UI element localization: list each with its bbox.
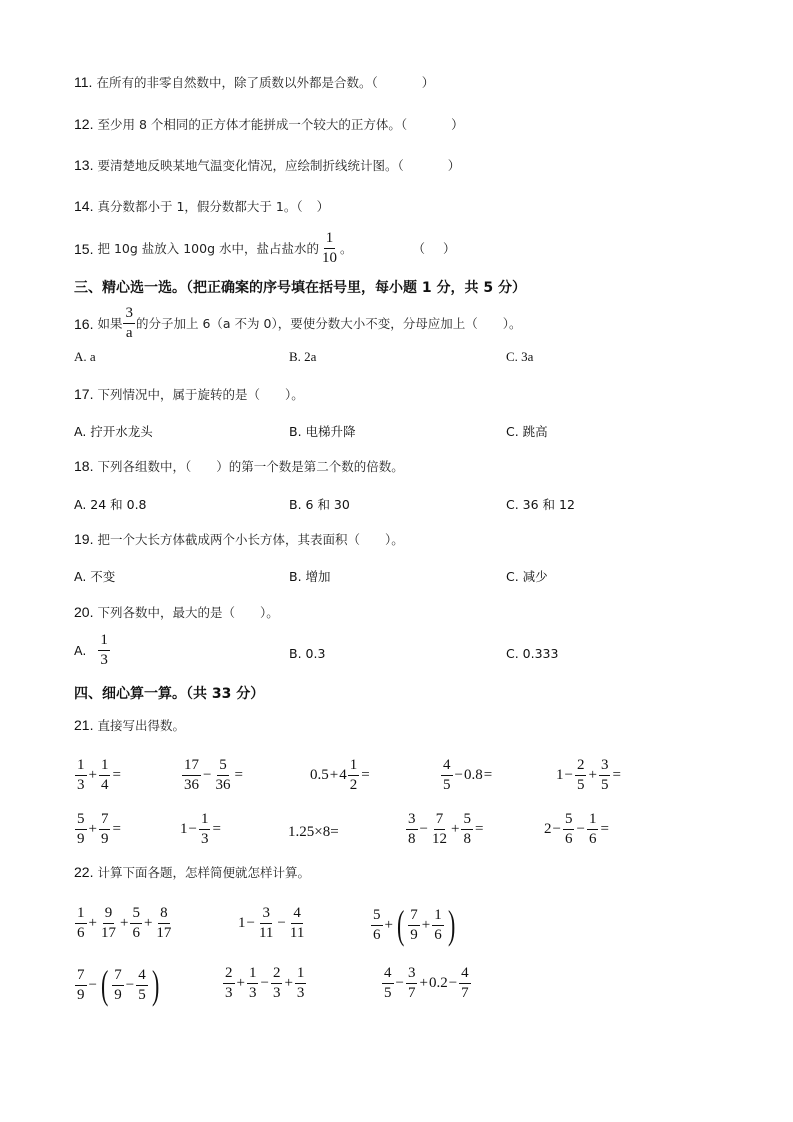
expression-2-minus-5-6-minus-1-6: 2 − $\frac{5}{6}$ − $\frac{1}{6}$ = <box>544 811 609 847</box>
option-c: C. 3a <box>506 349 534 364</box>
expression-1-minus-2-5-plus-3-5: 1 − $\frac{2}{5}$ + $\frac{3}{5}$ = <box>556 757 621 793</box>
expression-4-5-minus-0-8: $\frac{4}{5}$ − 0.8 = <box>443 757 493 793</box>
question-14 <box>74 198 329 216</box>
section-heading-4: 四、细心算一算。（共 33 分） <box>74 686 265 702</box>
answer-paren-close: ） <box>447 158 461 173</box>
question-number: 13. <box>74 157 94 173</box>
option-c: C. 跳高 <box>506 424 548 439</box>
question-text: 至少用 8 个相同的正方体才能拼成一个较大的正方体。（ <box>97 117 408 132</box>
question-13 <box>74 157 460 175</box>
option-c: C. 减少 <box>506 569 548 584</box>
fraction: $\frac{3}{a}$ <box>125 305 133 341</box>
fraction: $\frac{1}{3}$ <box>100 632 108 668</box>
option-b: B. 0.3 <box>289 646 326 661</box>
question-16: 16. 如果 $\frac{3}{a}$ 的分子加上 6（a 不为 0），要使分数大小不变，分母应加上（ ）。 <box>74 305 522 341</box>
answer-paren-close: ） <box>443 240 456 256</box>
option-a: A. 24 和 0.8 <box>74 497 147 512</box>
expression-22-2: 1 − $\frac{3}{11}$ − $\frac{4}{11}$ <box>238 905 305 941</box>
answer-paren-open: （ <box>412 240 426 256</box>
question-20: 20. 下列各数中，最大的是（ ）。 <box>74 604 279 620</box>
question-number: 11. <box>74 74 93 90</box>
option-b: B. 6 和 30 <box>289 497 350 512</box>
expression-0-5-plus-4-1-2: 0.5 + 4 $\frac{1}{2}$ = <box>310 757 370 793</box>
option-b: B. 电梯升降 <box>289 424 356 439</box>
section-heading-3: 三、精心选一选。（把正确案的序号填在括号里，每小题 1 分，共 5 分） <box>74 280 526 296</box>
question-17: 17. 下列情况中，属于旋转的是（ ）。 <box>74 386 304 402</box>
question-11 <box>74 74 434 92</box>
question-number: 21. <box>74 717 94 733</box>
expression-1-3-plus-1-4: $\frac{1}{3}$ + $\frac{1}{4}$ = <box>77 757 121 793</box>
option-b: B. 2a <box>289 349 317 364</box>
expression-22-5: $\frac{2}{3}$ + $\frac{1}{3}$ − $\frac{2}{3}$ + $\frac{1}{3}$ <box>225 965 305 1001</box>
expression-1-25-times-8: 1.25×8= <box>288 823 339 840</box>
question-12 <box>74 116 464 134</box>
question-number: 20. <box>74 604 94 620</box>
question-number: 12. <box>74 116 94 132</box>
expression-22-1: $\frac{1}{6}$ + $\frac{9}{17}$ + $\frac{5}{6}$ + $\frac{8}{17}$ <box>77 905 172 941</box>
option-a: A. 拧开水龙头 <box>74 424 153 439</box>
option-c: C. 0.333 <box>506 646 559 661</box>
expression-22-4: $\frac{7}{9}$ − ( $\frac{7}{9}$ − $\frac{4}{5}$ ) <box>77 962 160 1007</box>
option-c: C. 36 和 12 <box>506 497 575 512</box>
question-text: 真分数都小于 1，假分数都大于 1。（ <box>97 199 303 214</box>
question-number: 19. <box>74 531 94 547</box>
expression-5-9-plus-7-9: $\frac{5}{9}$ + $\frac{7}{9}$ = <box>77 811 121 847</box>
answer-paren-close: ） <box>316 199 330 214</box>
question-22: 22. 计算下面各题，怎样简便就怎样计算。 <box>74 864 310 880</box>
question-15: 15. 把 10g 盐放入 100g 水中，盐占盐水的 $\frac{1}{10}$ 。 （ ） <box>74 230 456 266</box>
question-number: 22. <box>74 864 94 880</box>
fraction: $\frac{1}{10}$ <box>322 230 337 266</box>
question-text: 在所有的非零自然数中，除了质数以外都是合数。（ <box>96 75 378 90</box>
expression-17-36-minus-5-36: $\frac{17}{36}$ − $\frac{5}{36}$ = <box>184 757 243 793</box>
question-number: 16. <box>74 315 94 332</box>
question-18: 18. 下列各组数中，（ ）的第一个数是第二个数的倍数。 <box>74 458 404 474</box>
question-number: 15. <box>74 240 94 257</box>
question-text: 把 10g 盐放入 100g 水中，盐占盐水的 <box>97 240 319 256</box>
question-number: 14. <box>74 198 94 214</box>
answer-paren-close: ） <box>421 75 435 90</box>
expression-1-minus-1-3: 1 − $\frac{1}{3}$ = <box>180 811 221 847</box>
expression-22-3: $\frac{5}{6}$ + ( $\frac{7}{9}$ + $\frac{1}{6}$ ) <box>373 902 456 947</box>
expression-22-6: $\frac{4}{5}$ − $\frac{3}{7}$ + 0.2 − $\frac{4}{7}$ <box>384 965 469 1001</box>
option-a: A. a <box>74 349 96 364</box>
question-text: 要清楚地反映某地气温变化情况，应绘制折线统计图。（ <box>97 158 404 173</box>
question-21: 21. 直接写出得数。 <box>74 717 185 733</box>
answer-paren-close: ） <box>451 117 464 132</box>
question-19: 19. 把一个大长方体截成两个小长方体，其表面积（ ）。 <box>74 531 404 547</box>
option-b: B. 增加 <box>289 569 331 584</box>
option-a: A. $\frac{1}{3}$ <box>74 632 108 668</box>
option-a: A. 不变 <box>74 569 116 584</box>
expression-3-8-minus-7-12-plus-5-8: $\frac{3}{8}$ − $\frac{7}{12}$ + $\frac{5}{8}$ = <box>408 811 484 847</box>
question-number: 17. <box>74 386 94 402</box>
question-number: 18. <box>74 458 94 474</box>
